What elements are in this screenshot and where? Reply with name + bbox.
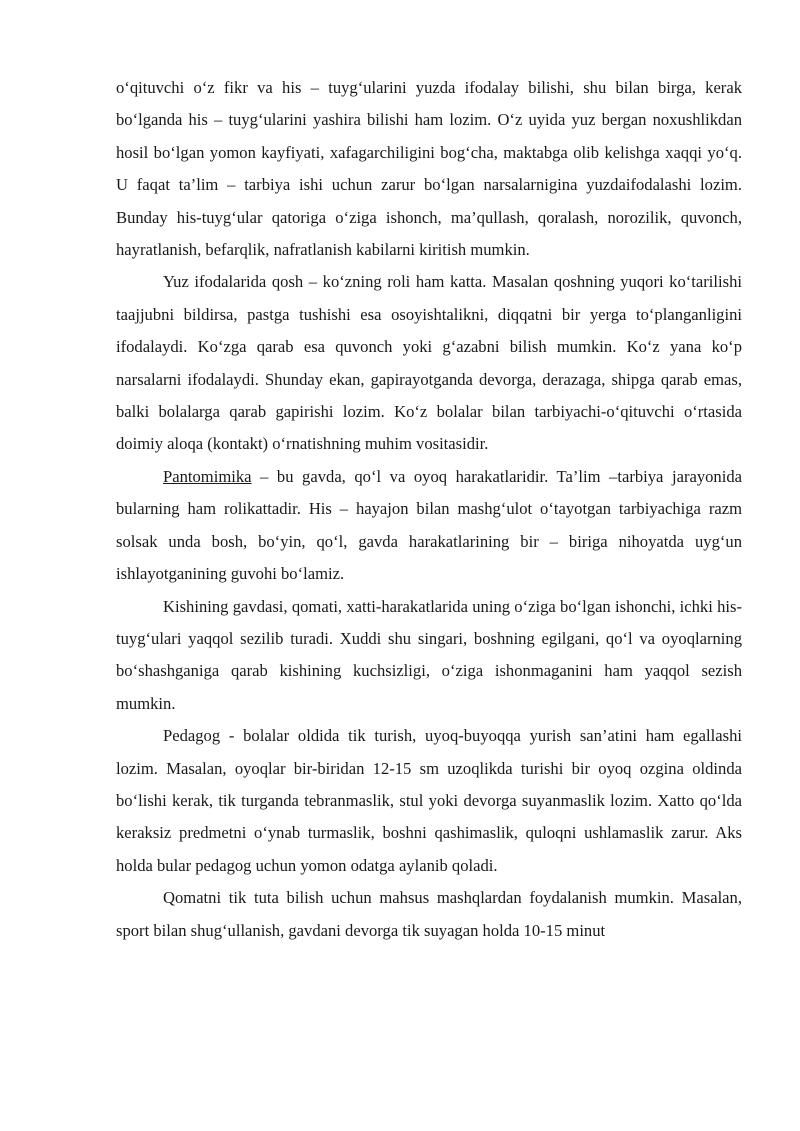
pantomimika-term: Pantomimika bbox=[163, 466, 252, 486]
paragraph-1: o‘qituvchi o‘z fikr va his – tuyg‘ularini yuzda ifodalay bilishi, shu bilan birga, kerak bo‘lganda his – tuyg‘ularini yashira bilishi ham lozim. O‘z uyida yuz bergan noxushlikdan hosil bo‘lgan yomon kayfiyati, xafagarchiligini bog‘cha, maktabga olib kelishga xaqqi yo‘q. U faqat ta’lim – tarbiya ishi uchun zarur bo‘lgan narsalarnigina yuzdaifodalashi lozim. Bunday his-tuyg‘ular qatoriga o‘ziga ishonch, ma’qullash, qoralash, norozilik, quvonch, hayratlanish, befarqlik, nafratlanish kabilarni kiritish mumkin. bbox=[116, 78, 742, 260]
paragraph-4: Kishining gavdasi, qomati, xatti-harakatlarida uning o‘ziga bo‘lgan ishonchi, ichki his-tuyg‘ulari yaqqol sezilib turadi. Xuddi shu singari, boshning egilgani, qo‘l va oyoqlarning bo‘shashganiga qarab kishining kuchsizligi, o‘ziga ishonmaganini ham yaqqol sezish mumkin. bbox=[116, 596, 742, 713]
paragraph-2: Yuz ifodalarida qosh – ko‘zning roli ham katta. Masalan qoshning yuqori ko‘tarilishi taajjubni bildirsa, pastga tushishi esa osoyishtalikni, diqqatni bir yerga to‘planganligini ifodalaydi. Ko‘zga qarab esa quvonch yoki g‘azabni bilish mumkin. Ko‘z yana ko‘p narsalarni ifodalaydi. Shunday ekan, gapirayotganda devorga, derazaga, shipga qarab emas, balki bolalarga qarab gapirishi lozim. Ko‘z bolalar bilan tarbiyachi-o‘qituvchi o‘rtasida doimiy aloqa (kontakt) o‘rnatishning muhim vositasidir. bbox=[116, 272, 742, 454]
paragraph-5: Pedagog - bolalar oldida tik turish, uyoq-buyoqqa yurish san’atini ham egallashi lozim. Masalan, oyoqlar bir-biridan 12-15 sm uzoqlikda turishi bir oyoq ozgina oldinda bo‘lishi kerak, tik turganda tebranmaslik, stul yoki devorga suyanmaslik lozim. Xatto qo‘lda keraksiz predmetni o‘ynab turmaslik, boshni qashimaslik, quloqni ushlamaslik zarur. Aks holda bular pedagog uchun yomon odatga aylanib qoladi. bbox=[116, 726, 742, 875]
paragraph-3-text: – bu gavda, qo‘l va oyoq harakatlaridir. Ta’lim –tarbiya jarayonida bularning ham rolikattadir. His – hayajon bilan mashg‘ulot o‘tayotgan tarbiyachiga razm solsak unda bosh, bo‘yin, qo‘l, gavda harakatlarining bir – biriga nihoyatda uyg‘un ishlayotganining guvohi bo‘lamiz. bbox=[116, 466, 742, 584]
document-body bbox=[116, 72, 742, 947]
paragraph-3 bbox=[116, 461, 742, 591]
paragraph-6: Qomatni tik tuta bilish uchun mahsus mashqlardan foydalanish mumkin. Masalan, sport bilan shug‘ullanish, gavdani devorga tik suyagan holda 10-15 minut bbox=[116, 888, 742, 940]
